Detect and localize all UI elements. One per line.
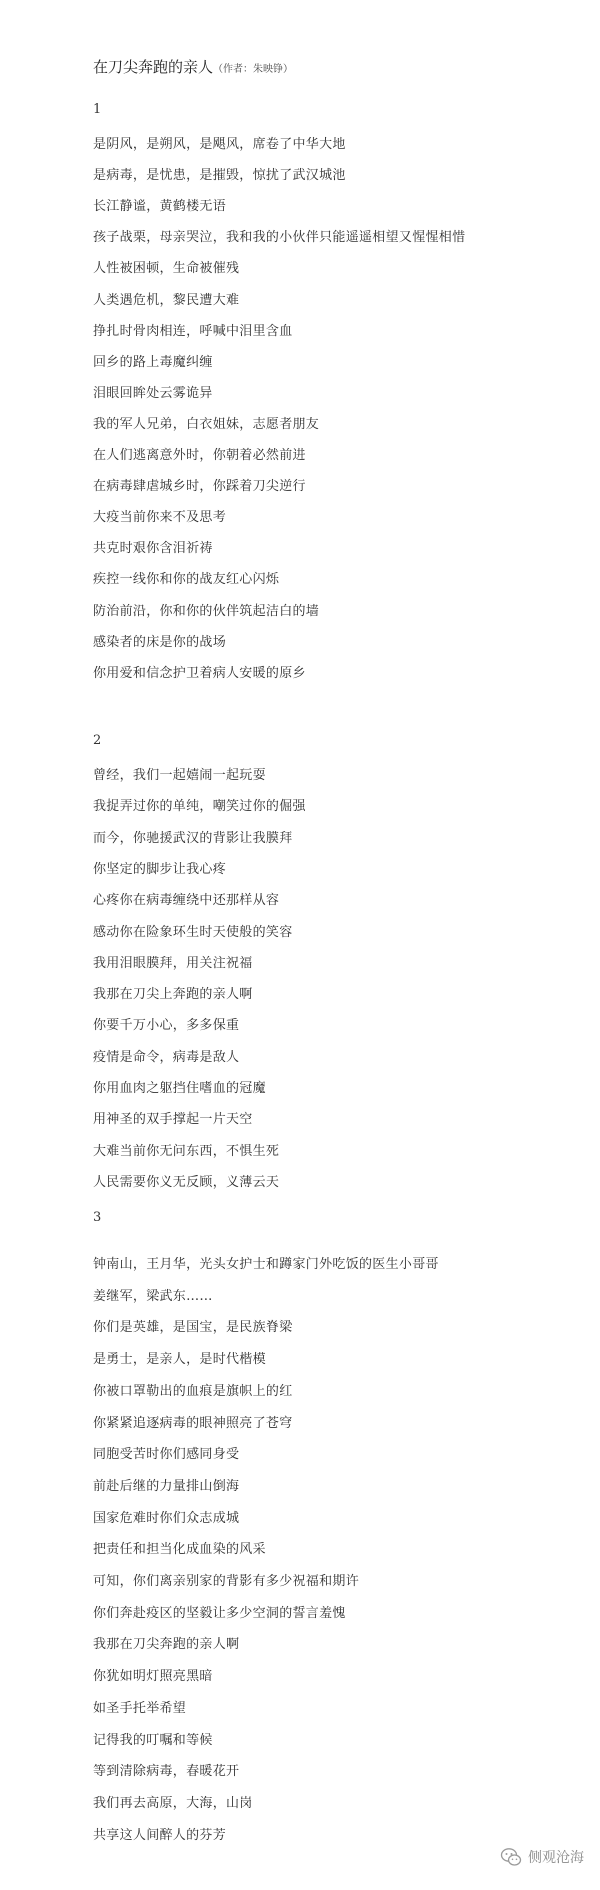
poem-author: （作者：朱映铮） bbox=[213, 64, 294, 75]
poem-line: 你被口罩勒出的血痕是旗帜上的红 bbox=[93, 1384, 293, 1399]
poem-line: 曾经，我们一起嬉闹一起玩耍 bbox=[93, 768, 266, 783]
section-number: 3 bbox=[93, 1210, 102, 1225]
poem-line: 孩子战栗，母亲哭泣，我和我的小伙伴只能遥遥相望又惺惺相惜 bbox=[93, 230, 466, 245]
poem-line: 泪眼回眸处云雾诡异 bbox=[93, 386, 213, 401]
poem-title-row bbox=[93, 56, 293, 77]
poem-line: 回乡的路上毒魔纠缠 bbox=[93, 355, 213, 370]
poem-line: 人民需要你义无反顾，义薄云天 bbox=[93, 1175, 280, 1190]
poem-line: 同胞受苦时你们感同身受 bbox=[93, 1447, 240, 1462]
poem-line: 我用泪眼膜拜，用关注祝福 bbox=[93, 956, 253, 971]
wechat-icon bbox=[500, 1846, 522, 1868]
poem-line: 如圣手托举希望 bbox=[93, 1701, 187, 1716]
poem-line: 防治前沿，你和你的伙伴筑起洁白的墙 bbox=[93, 604, 320, 619]
poem-line: 心疼你在病毒缠绕中还那样从容 bbox=[93, 893, 280, 908]
poem-line: 钟南山，王月华，光头女护士和蹲家门外吃饭的医生小哥哥 bbox=[93, 1257, 439, 1272]
poem-line: 记得我的叮嘱和等候 bbox=[93, 1733, 213, 1748]
poem-title: 在刀尖奔跑的亲人 bbox=[93, 58, 214, 76]
poem-line: 你们是英雄，是国宝，是民族脊梁 bbox=[93, 1320, 293, 1335]
poem-line: 你用血肉之躯挡住嗜血的冠魔 bbox=[93, 1081, 266, 1096]
poem-line: 在病毒肆虐城乡时，你踩着刀尖逆行 bbox=[93, 479, 306, 494]
poem-line: 疾控一线你和你的战友红心闪烁 bbox=[93, 572, 280, 587]
poem-line: 疫情是命令，病毒是敌人 bbox=[93, 1050, 240, 1065]
poem-line: 把责任和担当化成血染的风采 bbox=[93, 1542, 266, 1557]
poem-line: 人性被困顿，生命被催残 bbox=[93, 261, 240, 276]
poem-line: 挣扎时骨肉相连，呼喊中泪里含血 bbox=[93, 324, 293, 339]
poem-line: 我的军人兄弟，白衣姐妹，志愿者朋友 bbox=[93, 417, 320, 432]
watermark bbox=[500, 1846, 584, 1868]
poem-line: 等到清除病毒，春暖花开 bbox=[93, 1764, 240, 1779]
poem-line: 我那在刀尖上奔跑的亲人啊 bbox=[93, 987, 253, 1002]
poem-line: 是阴风，是朔风，是飓风，席卷了中华大地 bbox=[93, 137, 346, 152]
poem-line: 你用爱和信念护卫着病人安暖的原乡 bbox=[93, 666, 306, 681]
poem-line: 你紧紧追逐病毒的眼神照亮了苍穹 bbox=[93, 1416, 293, 1431]
poem-line: 感染者的床是你的战场 bbox=[93, 635, 227, 650]
poem-line: 共克时艰你含泪祈祷 bbox=[93, 541, 213, 556]
poem-line: 我捉弄过你的单纯，嘲笑过你的倔强 bbox=[93, 799, 306, 814]
poem-line: 共享这人间醉人的芬芳 bbox=[93, 1828, 227, 1843]
section-number: 2 bbox=[93, 733, 102, 748]
poem-line: 用神圣的双手撑起一片天空 bbox=[93, 1112, 253, 1127]
poem-line: 你犹如明灯照亮黑暗 bbox=[93, 1669, 213, 1684]
poem-line: 是勇士，是亲人，是时代楷模 bbox=[93, 1352, 266, 1367]
poem-line: 人类遇危机，黎民遭大难 bbox=[93, 293, 240, 308]
poem-line: 你要千万小心，多多保重 bbox=[93, 1018, 240, 1033]
poem-line: 可知，你们离亲别家的背影有多少祝福和期许 bbox=[93, 1574, 360, 1589]
poem-line: 你们奔赴疫区的坚毅让多少空洞的誓言羞愧 bbox=[93, 1606, 346, 1621]
poem-line: 而今，你驰援武汉的背影让我膜拜 bbox=[93, 831, 293, 846]
poem-line: 大疫当前你来不及思考 bbox=[93, 510, 227, 525]
poem-line: 国家危难时你们众志成城 bbox=[93, 1511, 240, 1526]
poem-line: 是病毒，是忧患，是摧毁，惊扰了武汉城池 bbox=[93, 168, 346, 183]
poem-line: 我们再去高原，大海，山岗 bbox=[93, 1796, 253, 1811]
section-number: 1 bbox=[93, 102, 102, 117]
poem-line: 在人们逃离意外时，你朝着必然前进 bbox=[93, 448, 306, 463]
poem-line: 感动你在险象环生时天使般的笑容 bbox=[93, 925, 293, 940]
poem-line: 姜继军，梁武东…… bbox=[93, 1289, 213, 1304]
poem-line: 你坚定的脚步让我心疼 bbox=[93, 862, 227, 877]
poem-line: 大难当前你无问东西，不惧生死 bbox=[93, 1144, 280, 1159]
poem-line: 长江静谧，黄鹤楼无语 bbox=[93, 199, 227, 214]
poem-line: 前赴后继的力量排山倒海 bbox=[93, 1479, 240, 1494]
poem-line: 我那在刀尖奔跑的亲人啊 bbox=[93, 1637, 240, 1652]
watermark-text: 侧观沧海 bbox=[528, 1850, 584, 1866]
